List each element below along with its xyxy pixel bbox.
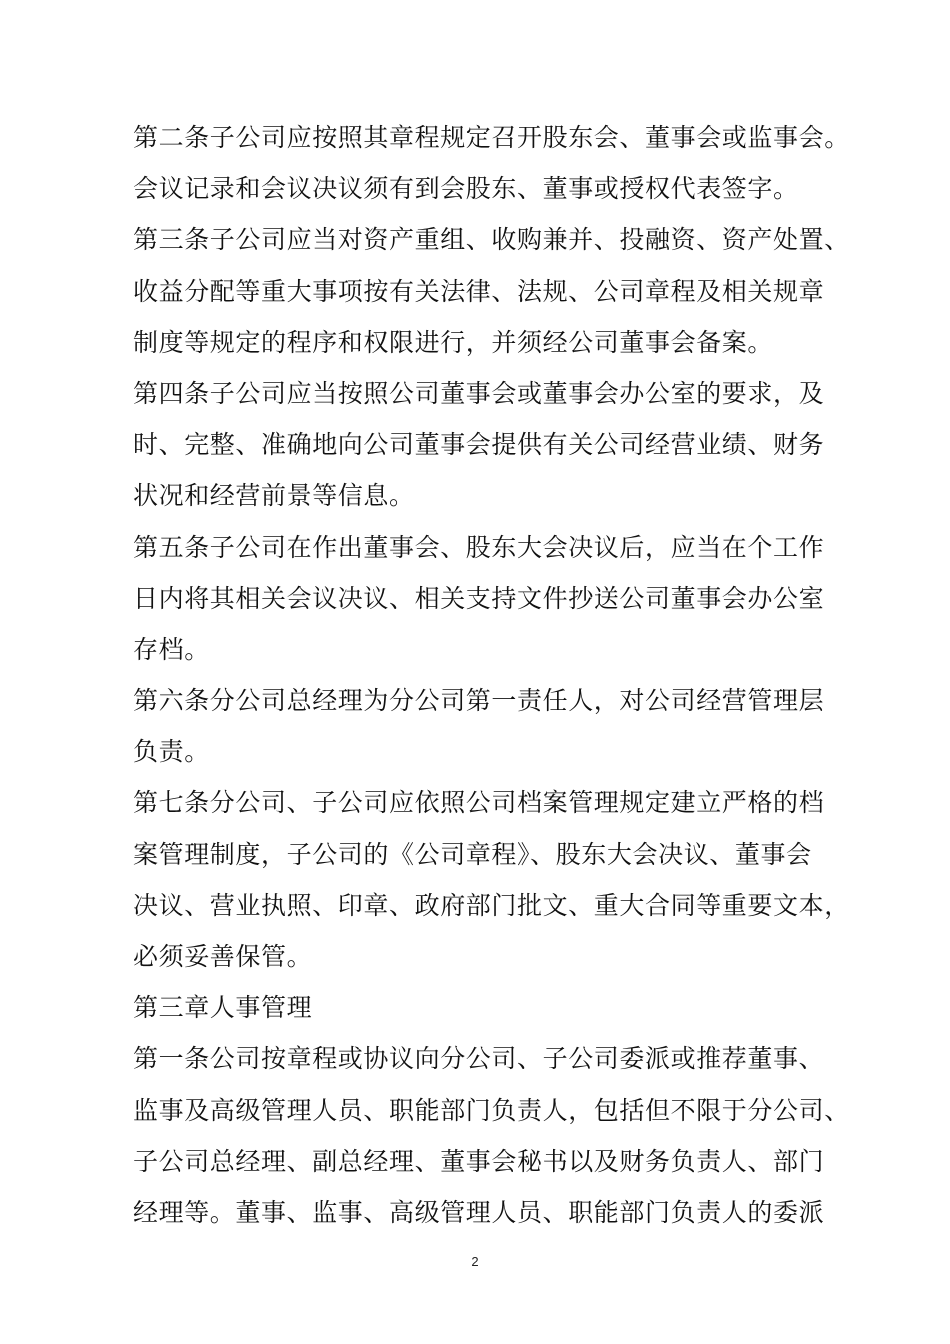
text-line: 经理等。董事、监事、高级管理人员、职能部门负责人的委派 [133, 1197, 825, 1227]
text-line: 监事及高级管理人员、职能部门负责人，包括但不限于分公司、 [133, 1095, 850, 1125]
text-line: 第六条分公司总经理为分公司第一责任人，对公司经营管理层 [133, 686, 825, 716]
text-line: 第二条子公司应按照其章程规定召开股东会、董事会或监事会。 [133, 123, 850, 152]
text-line: 收益分配等重大事项按有关法律、法规、公司章程及相关规章 [133, 276, 825, 306]
text-line: 负责。 [133, 737, 210, 767]
text-line: 状况和经营前景等信息。 [133, 481, 415, 511]
text-line: 时、完整、准确地向公司董事会提供有关公司经营业绩、财务 [133, 430, 825, 460]
text-line: 子公司总经理、副总经理、董事会秘书以及财务负责人、部门 [133, 1146, 825, 1176]
text-line: 决议、营业执照、印章、政府部门批文、重大合同等重要文本， [133, 890, 850, 920]
text-line: 第四条子公司应当按照公司董事会或董事会办公室的要求，及 [133, 378, 825, 408]
text-line: 制度等规定的程序和权限进行，并须经公司董事会备案。 [133, 327, 774, 357]
text-line: 必须妥善保管。 [133, 942, 313, 971]
body-text [133, 112, 853, 1238]
text-line: 日内将其相关会议决议、相关支持文件抄送公司董事会办公室 [133, 583, 825, 613]
text-line: 会议记录和会议决议须有到会股东、董事或授权代表签字。 [133, 174, 799, 204]
page-number: 2 [471, 1254, 479, 1269]
text-line: 案管理制度，子公司的《公司章程》、股东大会决议、董事会 [133, 839, 812, 869]
text-line: 第七条分公司、子公司应依照公司档案管理规定建立严格的档 [133, 788, 825, 818]
chapter-heading: 第三章人事管理 [133, 993, 313, 1023]
text-line: 第一条公司按章程或协议向分公司、子公司委派或推荐董事、 [133, 1044, 825, 1074]
text-line: 存档。 [133, 634, 210, 664]
text-line: 第三条子公司应当对资产重组、收购兼并、投融资、资产处置、 [133, 225, 850, 255]
text-line: 第五条子公司在作出董事会、股东大会决议后，应当在个工作 [133, 532, 825, 562]
